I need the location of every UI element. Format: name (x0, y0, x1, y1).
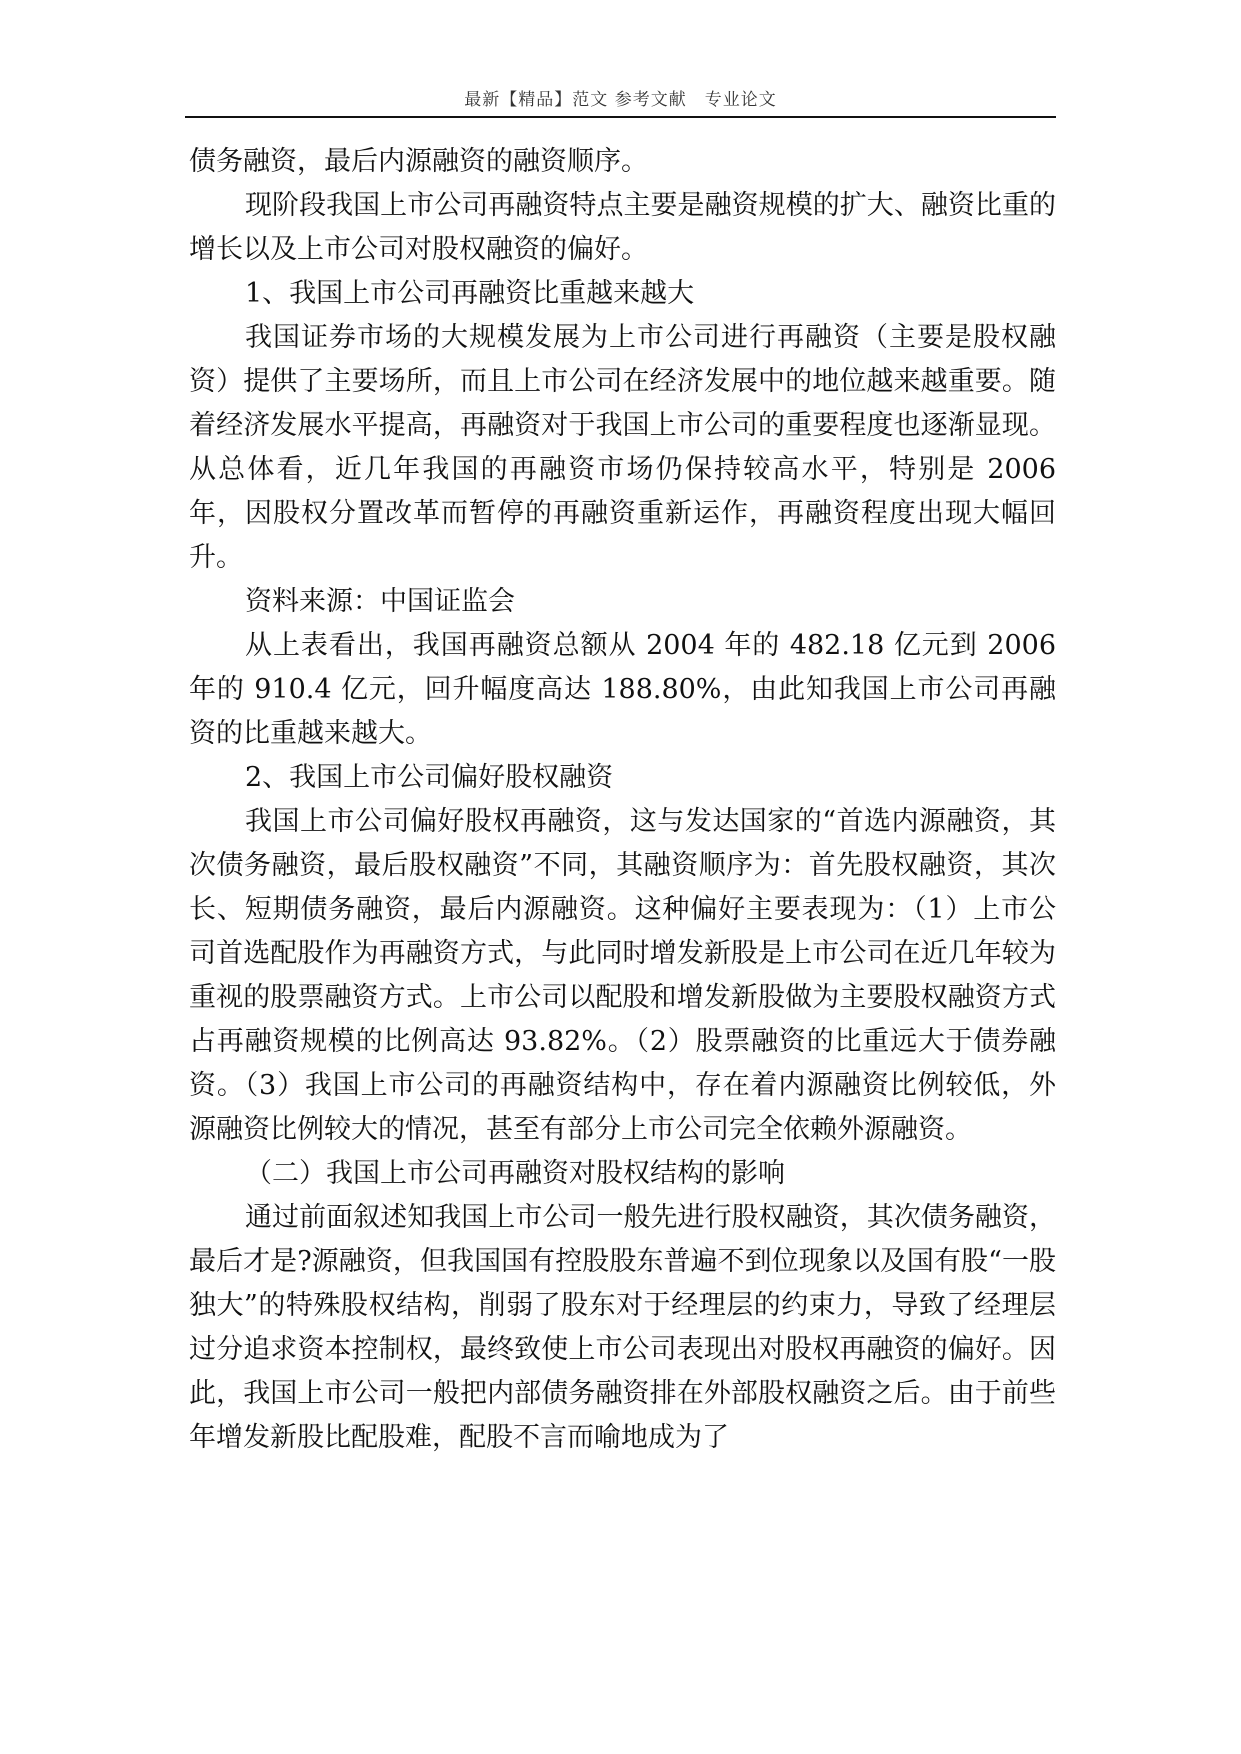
document-body (189, 140, 1056, 1460)
paragraph: 我国上市公司偏好股权再融资，这与发达国家的“首选内源融资，其次债务融资，最后股权融资”不同，其融资顺序为：首先股权融资，其次长、短期债务融资，最后内源融资。这种偏好主要表现为：（1）上市公司首选配股作为再融资方式，与此同时增发新股是上市公司在近几年较为重视的股票融资方式。上市公司以配股和增发新股做为主要股权融资方式占再融资规模的比例高达 93.82%。（2）股票融资的比重远大于债券融资。（3）我国上市公司的再融资结构中，存在着内源融资比例较低，外源融资比例较大的情况，甚至有部分上市公司完全依赖外源融资。 (189, 806, 1056, 1145)
page-header: 最新【精品】范文 参考文献 专业论文 (464, 90, 777, 110)
section-heading: （二）我国上市公司再融资对股权结构的影响 (245, 1158, 785, 1189)
section-heading: 1、我国上市公司再融资比重越来越大 (245, 278, 695, 309)
paragraph: 通过前面叙述知我国上市公司一般先进行股权融资，其次债务融资，最后才是?源融资，但我国国有控股股东普遍不到位现象以及国有股“一股独大”的特殊股权结构，削弱了股东对于经理层的约束力，导致了经理层过分追求资本控制权，最终致使上市公司表现出对股权再融资的偏好。因此，我国上市公司一般把内部债务融资排在外部股权融资之后。由于前些年增发新股比配股难，配股不言而喻地成为了 (189, 1202, 1056, 1453)
paragraph: 我国证券市场的大规模发展为上市公司进行再融资（主要是股权融资）提供了主要场所，而且上市公司在经济发展中的地位越来越重要。随着经济发展水平提高，再融资对于我国上市公司的重要程度也逐渐显现。从总体看，近几年我国的再融资市场仍保持较高水平，特别是 2006 年，因股权分置改革而暂停的再融资重新运作，再融资程度出现大幅回升。 (189, 322, 1056, 573)
header-divider (185, 116, 1056, 118)
section-heading: 2、我国上市公司偏好股权融资 (245, 762, 614, 793)
paragraph: 债务融资，最后内源融资的融资顺序。 (189, 146, 648, 177)
paragraph: 现阶段我国上市公司再融资特点主要是融资规模的扩大、融资比重的增长以及上市公司对股权融资的偏好。 (189, 190, 1056, 265)
paragraph: 从上表看出，我国再融资总额从 2004 年的 482.18 亿元到 2006 年的 910.4 亿元，回升幅度高达 188.80%，由此知我国上市公司再融资的比重越来越大。 (189, 630, 1056, 749)
source-note: 资料来源：中国证监会 (245, 586, 515, 617)
